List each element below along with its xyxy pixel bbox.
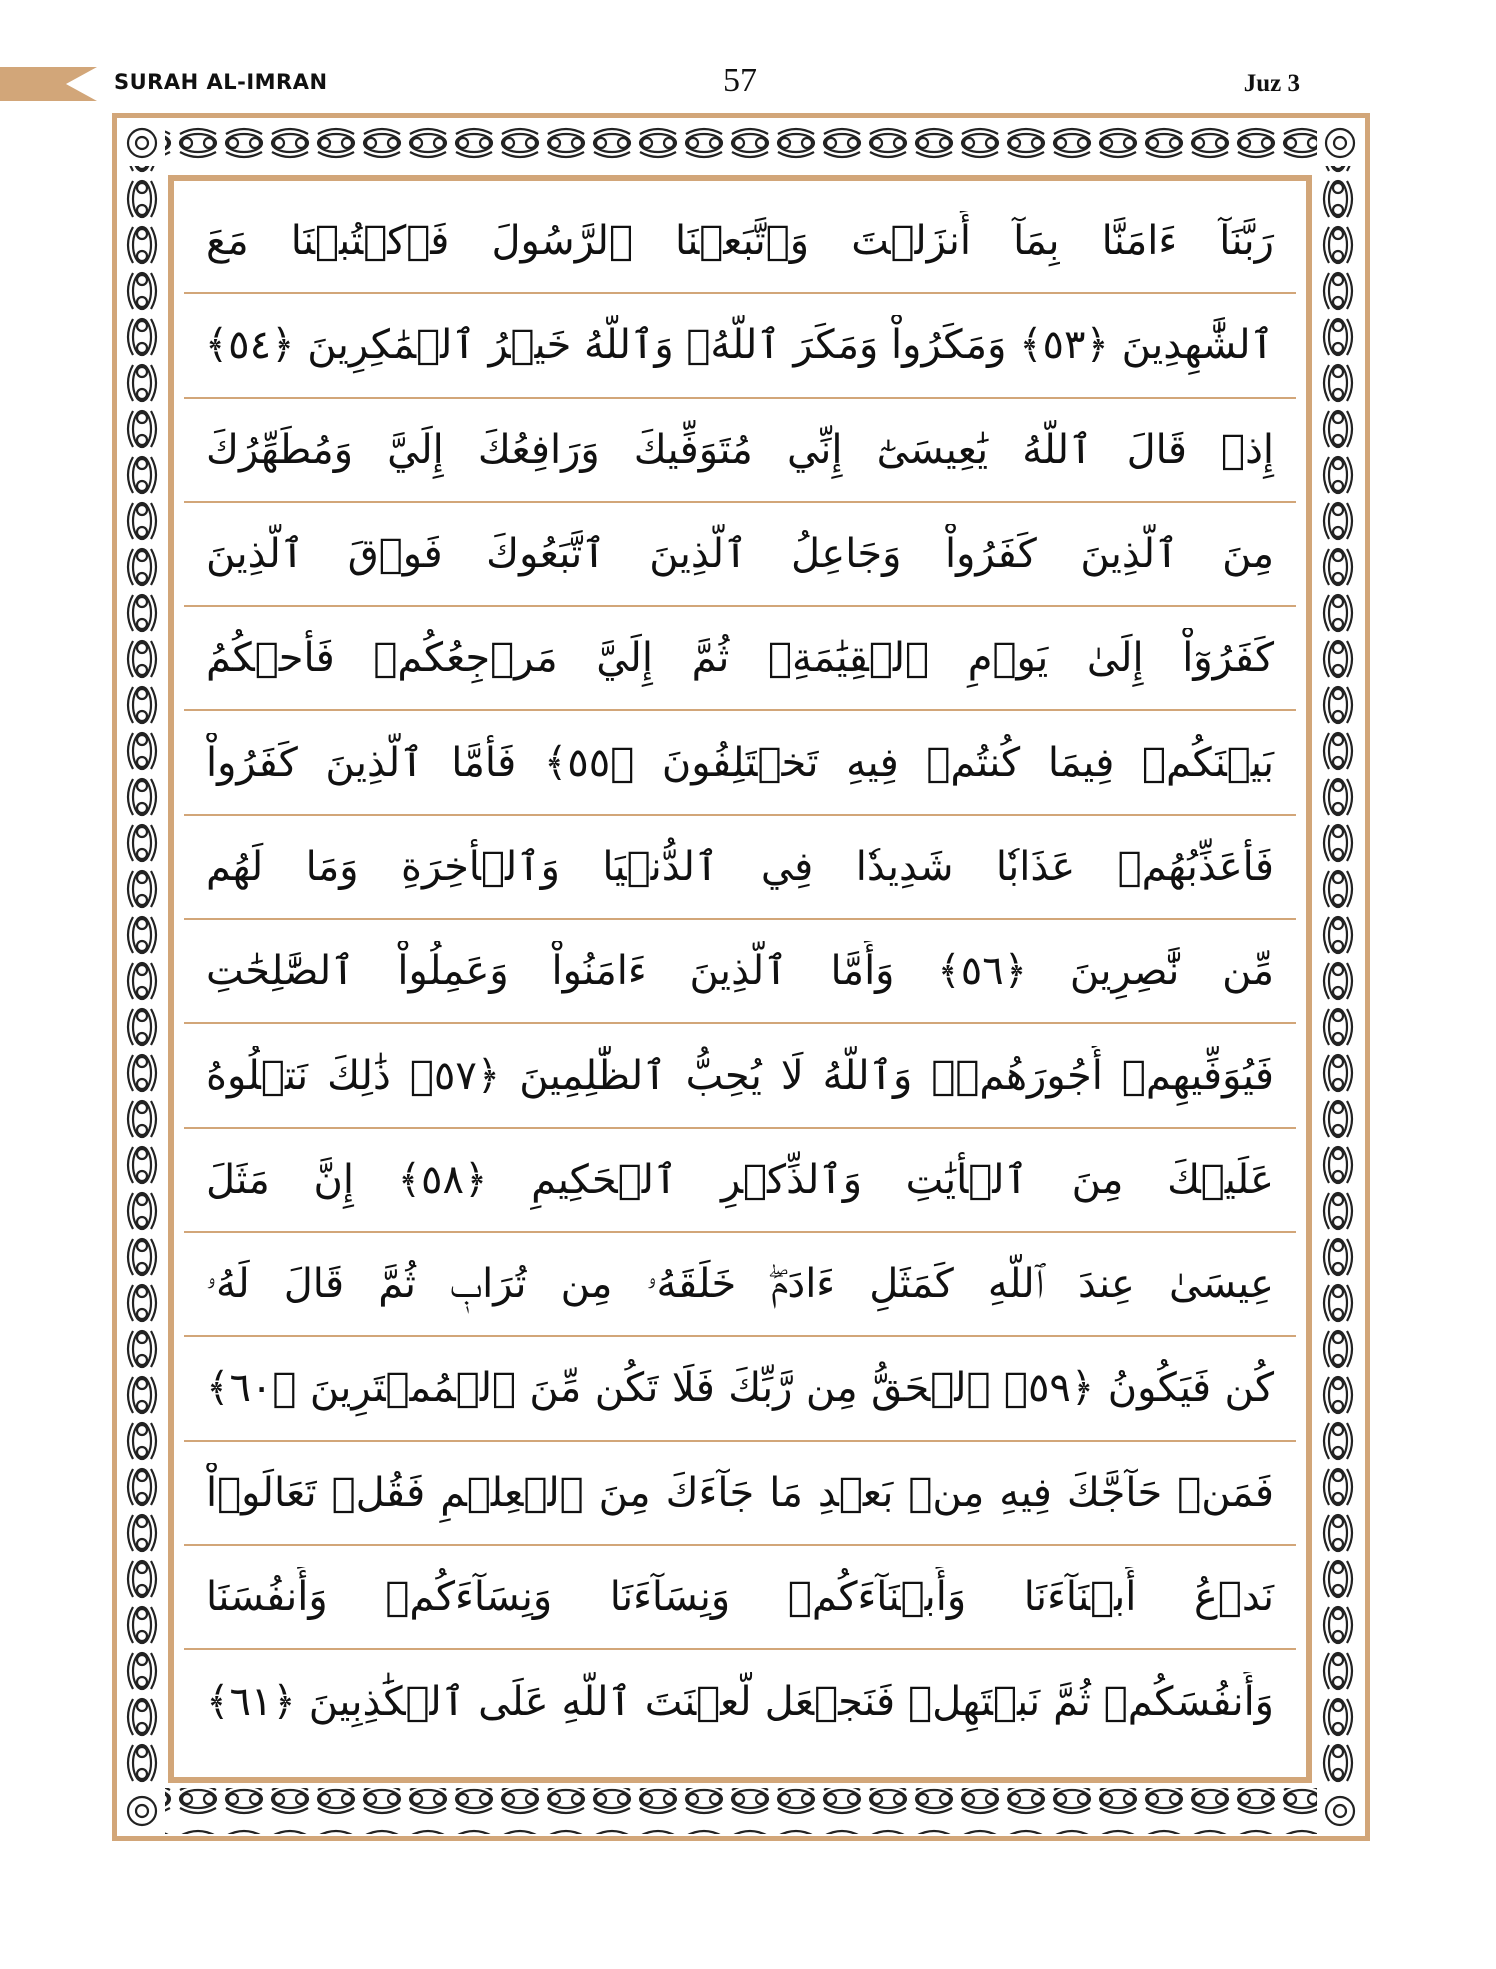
text-line-1 <box>184 190 1296 294</box>
verse-text: كُن فَيَكُونُ ﴿٥٩﴾ ٱلۡحَقُّ مِن رَّبِّكَ فَلَا تَكُن مِّنَ ٱلۡمُمۡتَرِينَ ﴿٦٠﴾ <box>206 1365 1275 1412</box>
verse-text: كَفَرُوٓاْ إِلَىٰ يَوۡمِ ٱلۡقِيَٰمَةِۖ ثُمَّ إِلَيَّ مَرۡجِعُكُمۡ فَأَحۡكُمُ <box>206 635 1274 682</box>
text-line-6 <box>184 711 1296 815</box>
text-line-7 <box>184 816 1296 920</box>
verse-text: وَأَنفُسَكُمۡ ثُمَّ نَبۡتَهِلۡ فَنَجۡعَل لَّعۡنَتَ ٱللَّهِ عَلَى ٱلۡكَٰذِبِينَ ﴿٦١﴾ <box>206 1679 1274 1726</box>
verse-text: نَدۡعُ أَبۡنَآءَنَا وَأَبۡنَآءَكُمۡ وَنِسَآءَنَا وَنِسَآءَكُمۡ وَأَنفُسَنَا <box>206 1574 1274 1620</box>
text-lines <box>184 190 1296 1754</box>
text-line-4 <box>184 503 1296 607</box>
verse-text: فَأُعَذِّبُهُمۡ عَذَابٗا شَدِيدٗا فِي ٱلدُّنۡيَا وَٱلۡأٓخِرَةِ وَمَا لَهُم <box>206 843 1274 890</box>
verse-text: رَبَّنَآ ءَامَنَّا بِمَآ أَنزَلۡتَ وَٱتَّبَعۡنَا ٱلرَّسُولَ فَٱكۡتُبۡنَا مَعَ <box>206 218 1274 265</box>
text-line-15 <box>184 1650 1296 1754</box>
text-line-11 <box>184 1233 1296 1337</box>
text-line-5 <box>184 607 1296 711</box>
juz-label: Juz 3 <box>1243 70 1300 97</box>
verse-text: فَيُوَفِّيهِمۡ أُجُورَهُمۡۗ وَٱللَّهُ لَا يُحِبُّ ٱلظَّٰلِمِينَ ﴿٥٧﴾ ذَٰلِكَ نَتۡلُوهُ <box>206 1052 1274 1099</box>
verse-text: مِنَ ٱلَّذِينَ كَفَرُواْ وَجَاعِلُ ٱلَّذِينَ ٱتَّبَعُوكَ فَوۡقَ ٱلَّذِينَ <box>206 531 1274 578</box>
verse-text: ٱلشَّٰهِدِينَ ﴿٥٣﴾ وَمَكَرُواْ وَمَكَرَ ٱللَّهُۖ وَٱللَّهُ خَيۡرُ ٱلۡمَٰكِرِينَ ﴿٥٤﴾ <box>204 322 1274 369</box>
page-tab-marker <box>0 67 97 101</box>
text-line-9 <box>184 1024 1296 1128</box>
verse-text: عَلَيۡكَ مِنَ ٱلۡأٓيَٰتِ وَٱلذِّكۡرِ ٱلۡحَكِيمِ ﴿٥٨﴾ إِنَّ مَثَلَ <box>206 1156 1274 1203</box>
text-line-14 <box>184 1546 1296 1650</box>
surah-title: SURAH AL-IMRAN <box>114 70 328 94</box>
verse-text: عِيسَىٰ عِندَ ٱللَّهِ كَمَثَلِ ءَادَمَۖ خَلَقَهُۥ مِن تُرَابٖ ثُمَّ قَالَ لَهُۥ <box>206 1261 1274 1308</box>
text-line-10 <box>184 1129 1296 1233</box>
text-line-3 <box>184 399 1296 503</box>
text-line-2 <box>184 294 1296 398</box>
text-line-8 <box>184 920 1296 1024</box>
verse-text: بَيۡنَكُمۡ فِيمَا كُنتُمۡ فِيهِ تَخۡتَلِفُونَ ﴿٥٥﴾ فَأَمَّا ٱلَّذِينَ كَفَرُواْ <box>206 739 1275 786</box>
verse-text: مِّن نَّٰصِرِينَ ﴿٥٦﴾ وَأَمَّا ٱلَّذِينَ ءَامَنُواْ وَعَمِلُواْ ٱلصَّٰلِحَٰتِ <box>206 948 1274 995</box>
verse-text: فَمَنۡ حَآجَّكَ فِيهِ مِنۢ بَعۡدِ مَا جَآءَكَ مِنَ ٱلۡعِلۡمِ فَقُلۡ تَعَالَوۡاْ <box>206 1469 1274 1516</box>
verse-text: إِذۡ قَالَ ٱللَّهُ يَٰعِيسَىٰٓ إِنِّي مُتَوَفِّيكَ وَرَافِعُكَ إِلَيَّ وَمُطَهِّرُكَ <box>206 426 1274 473</box>
text-line-13 <box>184 1442 1296 1546</box>
page-number: 57 <box>723 62 757 99</box>
text-line-12 <box>184 1337 1296 1441</box>
